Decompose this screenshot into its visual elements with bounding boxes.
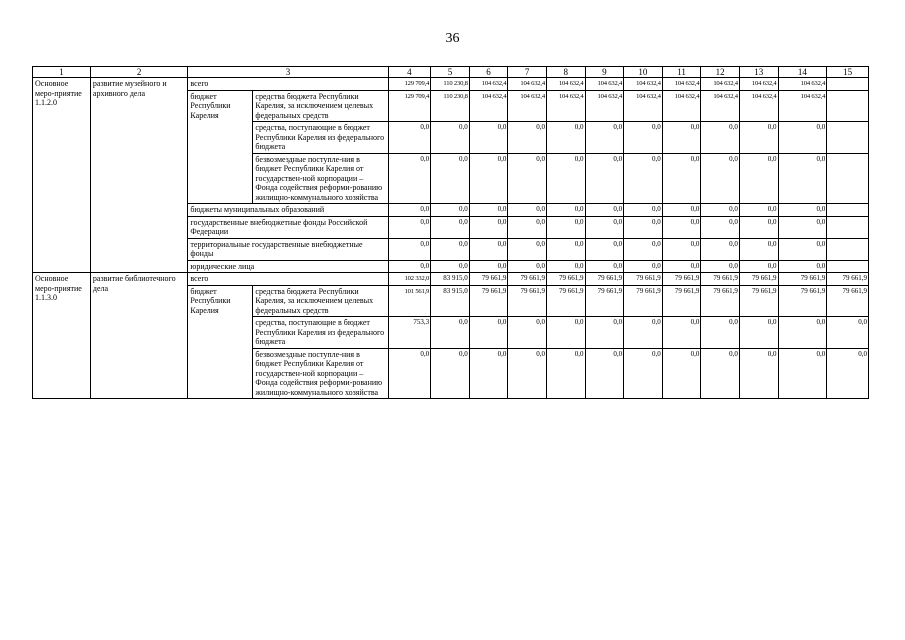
funding-source-label: бюджеты муниципальных образований	[188, 204, 388, 217]
value-cell: 79 661,9	[469, 273, 508, 286]
value-cell: 0,0	[701, 122, 740, 154]
value-cell: 0,0	[778, 216, 827, 238]
value-cell: 0,0	[388, 153, 431, 204]
value-cell: 79 661,9	[585, 273, 624, 286]
value-cell: 0,0	[624, 122, 663, 154]
value-cell: 0,0	[508, 238, 547, 260]
value-cell: 0,0	[585, 238, 624, 260]
value-cell: 0,0	[508, 348, 547, 399]
value-cell: 110 230,8	[431, 90, 470, 122]
funding-source-label: средства бюджета Республики Карелия, за исключением целевых федеральных средств	[253, 285, 388, 317]
column-number-header: 14	[778, 67, 827, 78]
measure-title: развитие музейного и архивного дела	[90, 78, 188, 273]
value-cell: 79 661,9	[585, 285, 624, 317]
value-cell: 0,0	[739, 153, 778, 204]
value-cell: 104 632,4	[585, 78, 624, 91]
value-cell: 104 632,4	[585, 90, 624, 122]
value-cell: 79 661,9	[739, 273, 778, 286]
value-cell: 0,0	[388, 260, 431, 273]
value-cell	[827, 122, 869, 154]
value-cell: 79 661,9	[662, 273, 701, 286]
value-cell: 0,0	[739, 216, 778, 238]
value-cell: 0,0	[662, 153, 701, 204]
value-cell: 0,0	[469, 216, 508, 238]
value-cell	[827, 90, 869, 122]
value-cell: 0,0	[701, 216, 740, 238]
column-number-header: 1	[33, 67, 91, 78]
value-cell	[827, 260, 869, 273]
value-cell: 0,0	[827, 348, 869, 399]
funding-source-label: безвозмездные поступле-ния в бюджет Республики Карелия от государствен-ной корпорации – Фонда содействия реформи-рованию жилищно-коммунального хозяйства	[253, 348, 388, 399]
value-cell	[827, 153, 869, 204]
value-cell	[827, 238, 869, 260]
budget-table	[32, 66, 869, 399]
value-cell: 79 661,9	[778, 285, 827, 317]
value-cell: 0,0	[546, 260, 585, 273]
value-cell: 104 632,4	[778, 78, 827, 91]
column-number-header: 4	[388, 67, 431, 78]
value-cell: 0,0	[739, 260, 778, 273]
funding-source-label: безвозмездные поступле-ния в бюджет Республики Карелия от государствен-ной корпорации – Фонда содействия реформи-рованию жилищно-коммунального хозяйства	[253, 153, 388, 204]
value-cell: 0,0	[388, 238, 431, 260]
column-number-header: 6	[469, 67, 508, 78]
value-cell: 0,0	[585, 122, 624, 154]
header-row	[33, 67, 869, 78]
value-cell: 0,0	[469, 122, 508, 154]
value-cell: 0,0	[546, 204, 585, 217]
value-cell: 129 709,4	[388, 78, 431, 91]
value-cell: 0,0	[469, 204, 508, 217]
value-cell: 0,0	[624, 238, 663, 260]
value-cell: 104 632,4	[624, 78, 663, 91]
value-cell: 104 632,4	[469, 78, 508, 91]
value-cell: 104 632,4	[701, 78, 740, 91]
funding-source-label: всего	[188, 78, 388, 91]
value-cell: 83 915,0	[431, 273, 470, 286]
value-cell: 0,0	[431, 348, 470, 399]
value-cell: 0,0	[778, 153, 827, 204]
value-cell: 79 661,9	[662, 285, 701, 317]
measure-name: Основное меро-приятие 1.1.2.0	[33, 78, 91, 273]
value-cell: 0,0	[388, 216, 431, 238]
value-cell: 0,0	[469, 348, 508, 399]
value-cell: 79 661,9	[546, 273, 585, 286]
value-cell: 0,0	[431, 122, 470, 154]
value-cell: 0,0	[585, 260, 624, 273]
value-cell: 0,0	[508, 153, 547, 204]
value-cell: 0,0	[624, 204, 663, 217]
value-cell: 79 661,9	[624, 273, 663, 286]
value-cell: 0,0	[469, 317, 508, 349]
funding-source-label: юридические лица	[188, 260, 388, 273]
value-cell: 0,0	[546, 317, 585, 349]
funding-source-label: средства бюджета Республики Карелия, за исключением целевых федеральных средств	[253, 90, 388, 122]
value-cell: 104 632,4	[662, 78, 701, 91]
value-cell: 0,0	[662, 216, 701, 238]
value-cell: 104 632,4	[701, 90, 740, 122]
value-cell: 104 632,4	[508, 90, 547, 122]
value-cell: 0,0	[388, 204, 431, 217]
value-cell: 102 332,0	[388, 273, 431, 286]
value-cell: 753,3	[388, 317, 431, 349]
column-number-header: 13	[739, 67, 778, 78]
table-row	[33, 273, 869, 286]
value-cell: 0,0	[388, 348, 431, 399]
value-cell: 0,0	[431, 216, 470, 238]
value-cell: 0,0	[585, 348, 624, 399]
value-cell: 0,0	[701, 348, 740, 399]
value-cell: 0,0	[546, 348, 585, 399]
column-number-header: 7	[508, 67, 547, 78]
value-cell: 0,0	[701, 317, 740, 349]
value-cell: 0,0	[546, 216, 585, 238]
value-cell: 104 632,4	[469, 90, 508, 122]
page-number: 36	[445, 31, 460, 46]
funding-source-label: средства, поступающие в бюджет Республики Карелия из федерального бюджета	[253, 122, 388, 154]
column-number-header: 8	[546, 67, 585, 78]
value-cell: 0,0	[739, 122, 778, 154]
value-cell: 0,0	[624, 317, 663, 349]
funding-source-label: территориальные государственные внебюджетные фонды	[188, 238, 388, 260]
value-cell: 79 661,9	[508, 273, 547, 286]
column-number-header: 2	[90, 67, 188, 78]
measure-name: Основное меро-приятие 1.1.3.0	[33, 273, 91, 399]
value-cell: 0,0	[469, 260, 508, 273]
value-cell: 0,0	[585, 317, 624, 349]
value-cell: 0,0	[431, 238, 470, 260]
value-cell: 0,0	[388, 122, 431, 154]
value-cell: 0,0	[701, 204, 740, 217]
value-cell	[827, 78, 869, 91]
value-cell: 0,0	[508, 260, 547, 273]
column-number-header: 11	[662, 67, 701, 78]
value-cell: 0,0	[662, 204, 701, 217]
value-cell: 0,0	[662, 317, 701, 349]
value-cell: 0,0	[739, 348, 778, 399]
value-cell: 0,0	[624, 153, 663, 204]
value-cell: 0,0	[624, 348, 663, 399]
value-cell: 0,0	[546, 153, 585, 204]
budget-group-label: бюджет Республики Карелия	[188, 90, 253, 204]
value-cell: 0,0	[546, 238, 585, 260]
value-cell: 0,0	[585, 204, 624, 217]
value-cell: 79 661,9	[739, 285, 778, 317]
value-cell: 129 709,4	[388, 90, 431, 122]
value-cell: 104 632,4	[508, 78, 547, 91]
value-cell: 0,0	[778, 122, 827, 154]
value-cell: 104 632,4	[778, 90, 827, 122]
value-cell: 0,0	[739, 238, 778, 260]
value-cell: 0,0	[739, 204, 778, 217]
value-cell: 79 661,9	[701, 285, 740, 317]
value-cell: 0,0	[778, 317, 827, 349]
column-number-header: 3	[188, 67, 388, 78]
value-cell: 0,0	[701, 238, 740, 260]
funding-source-label: всего	[188, 273, 388, 286]
value-cell: 0,0	[827, 317, 869, 349]
value-cell: 104 632,4	[739, 78, 778, 91]
value-cell: 101 561,9	[388, 285, 431, 317]
value-cell	[827, 216, 869, 238]
value-cell: 0,0	[508, 122, 547, 154]
column-number-header: 5	[431, 67, 470, 78]
column-number-header: 9	[585, 67, 624, 78]
value-cell: 79 661,9	[546, 285, 585, 317]
budget-group-label: бюджет Республики Карелия	[188, 285, 253, 399]
value-cell: 0,0	[624, 260, 663, 273]
value-cell: 0,0	[431, 260, 470, 273]
value-cell: 79 661,9	[827, 273, 869, 286]
value-cell: 0,0	[585, 153, 624, 204]
value-cell: 0,0	[469, 153, 508, 204]
value-cell: 79 661,9	[624, 285, 663, 317]
value-cell: 0,0	[431, 153, 470, 204]
value-cell: 0,0	[585, 216, 624, 238]
value-cell: 79 661,9	[701, 273, 740, 286]
value-cell: 110 230,8	[431, 78, 470, 91]
measure-title: развитие библиотечного дела	[90, 273, 188, 399]
table-row	[33, 78, 869, 91]
value-cell: 0,0	[701, 260, 740, 273]
value-cell: 79 661,9	[508, 285, 547, 317]
value-cell: 0,0	[662, 260, 701, 273]
value-cell: 0,0	[508, 317, 547, 349]
value-cell: 0,0	[431, 317, 470, 349]
value-cell: 83 915,0	[431, 285, 470, 317]
value-cell: 0,0	[662, 238, 701, 260]
value-cell: 104 632,4	[546, 90, 585, 122]
value-cell: 0,0	[508, 204, 547, 217]
value-cell: 104 632,4	[739, 90, 778, 122]
value-cell: 104 632,4	[662, 90, 701, 122]
column-number-header: 10	[624, 67, 663, 78]
value-cell: 0,0	[778, 204, 827, 217]
column-number-header: 12	[701, 67, 740, 78]
value-cell: 0,0	[739, 317, 778, 349]
funding-source-label: государственные внебюджетные фонды Российской Федерации	[188, 216, 388, 238]
value-cell: 79 661,9	[778, 273, 827, 286]
value-cell: 0,0	[701, 153, 740, 204]
column-number-header: 15	[827, 67, 869, 78]
value-cell: 0,0	[778, 238, 827, 260]
value-cell: 104 632,4	[624, 90, 663, 122]
value-cell: 79 661,9	[827, 285, 869, 317]
value-cell: 104 632,4	[546, 78, 585, 91]
value-cell: 0,0	[662, 348, 701, 399]
value-cell: 0,0	[778, 348, 827, 399]
funding-source-label: средства, поступающие в бюджет Республики Карелия из федерального бюджета	[253, 317, 388, 349]
value-cell: 79 661,9	[469, 285, 508, 317]
value-cell: 0,0	[662, 122, 701, 154]
value-cell: 0,0	[624, 216, 663, 238]
value-cell: 0,0	[546, 122, 585, 154]
value-cell	[827, 204, 869, 217]
value-cell: 0,0	[508, 216, 547, 238]
value-cell: 0,0	[469, 238, 508, 260]
value-cell: 0,0	[778, 260, 827, 273]
value-cell: 0,0	[431, 204, 470, 217]
